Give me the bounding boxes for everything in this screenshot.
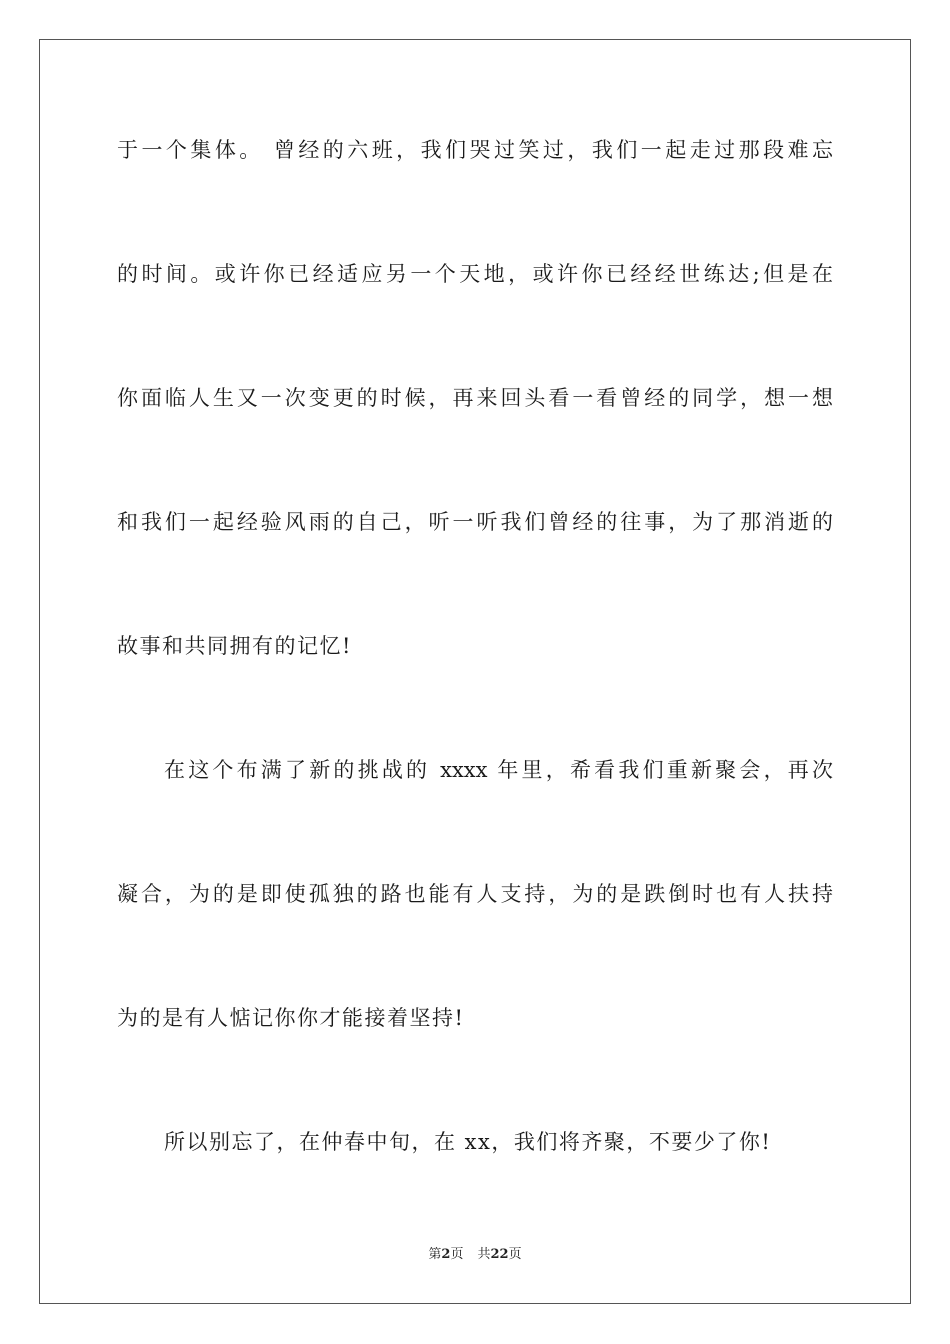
body-line: 于一个集体。 曾经的六班，我们哭过笑过，我们一起走过那段难忘: [117, 138, 833, 162]
total-suffix: 页: [508, 1247, 522, 1262]
page-footer: [0, 1246, 950, 1264]
body-line: 凝合，为的是即使孤独的路也能有人支持，为的是跌倒时也有人扶持: [117, 882, 833, 906]
page-number: 2: [441, 1247, 451, 1262]
total-prefix: 共: [477, 1247, 491, 1262]
body-line: 故事和共同拥有的记忆!: [117, 634, 352, 658]
body-line: 和我们一起经验风雨的自己，听一听我们曾经的往事，为了那消逝的: [117, 510, 833, 534]
page-prefix: 第: [428, 1247, 442, 1262]
body-line: 你面临人生又一次变更的时候，再来回头看一看曾经的同学，想一想: [117, 386, 833, 410]
body-line: 为的是有人惦记你你才能接着坚持!: [117, 1006, 465, 1030]
paragraph-first-line: 所以别忘了，在仲春中旬，在 xx，我们将齐聚，不要少了你!: [164, 1130, 772, 1154]
paragraph-first-line: 在这个布满了新的挑战的 xxxx 年里，希看我们重新聚会，再次: [164, 758, 833, 782]
total-pages: 22: [490, 1247, 509, 1262]
page-frame: [39, 39, 911, 1304]
page-suffix: 页: [450, 1247, 464, 1262]
body-line: 的时间。或许你已经适应另一个天地，或许你已经经世练达;但是在: [117, 262, 833, 286]
